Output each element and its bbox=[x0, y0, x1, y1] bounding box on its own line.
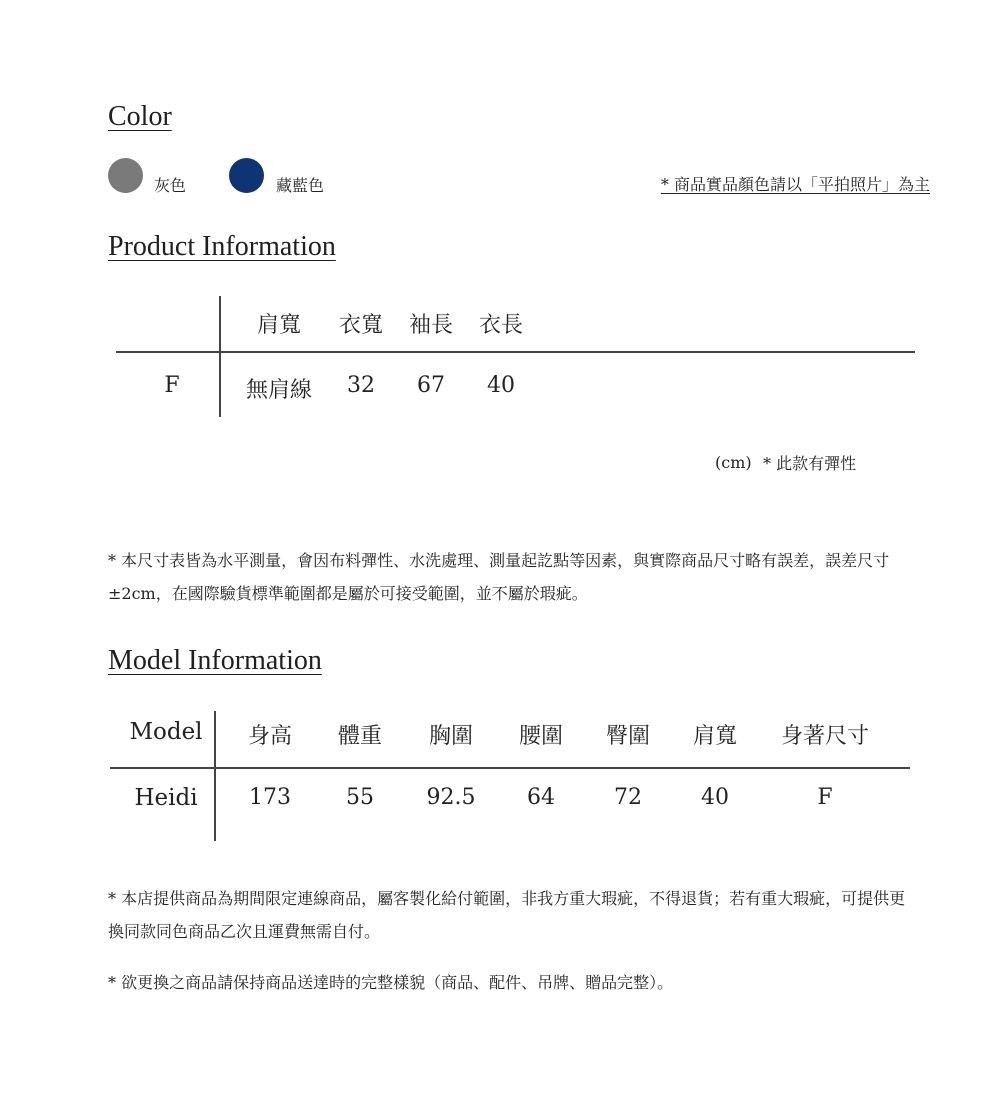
model-table-vline bbox=[214, 711, 216, 841]
color-note: * 商品實品顏色請以「平拍照片」為主 bbox=[660, 175, 930, 194]
product-cell-sleeve: 67 bbox=[417, 373, 445, 398]
product-header-shoulder: 肩寬 bbox=[256, 313, 302, 338]
product-cell-width: 32 bbox=[347, 373, 375, 398]
return-policy-note: * 本店提供商品為期間限定連線商品，屬客製化給付範圍，非我方重大瑕疵，不得退貨；若有重大瑕疵，可提供更換同款同色商品乙次且運費無需自付。 bbox=[108, 889, 906, 941]
navy-swatch[interactable] bbox=[229, 158, 264, 193]
size-disclaimer: * 本尺寸表皆為水平測量，會因布料彈性、水洗處理、測量起訖點等因素，與實際商品尺寸略有誤差，誤差尺寸±2cm，在國際驗貨標準範圍都是屬於可接受範圍，並不屬於瑕疵。 bbox=[108, 551, 890, 603]
model-cell-hip: 72 bbox=[614, 785, 642, 810]
model-header-label: Model bbox=[129, 719, 203, 745]
product-table-vline bbox=[219, 296, 221, 417]
product-row-size: F bbox=[164, 373, 180, 398]
gray-swatch-label: 灰色 bbox=[154, 176, 187, 195]
model-cell-height: 173 bbox=[249, 785, 291, 810]
model-header-bust: 胸圍 bbox=[428, 724, 474, 749]
unit-label: (cm) bbox=[715, 453, 752, 472]
model-cell-size-worn: F bbox=[817, 785, 833, 810]
model-header-shoulder: 肩寬 bbox=[692, 724, 738, 749]
model-header-size-worn: 身著尺寸 bbox=[780, 724, 870, 749]
model-info-heading: Model Information bbox=[108, 645, 322, 676]
product-header-sleeve: 袖長 bbox=[408, 313, 454, 338]
product-header-width: 衣寬 bbox=[338, 313, 384, 338]
product-header-length: 衣長 bbox=[478, 313, 524, 338]
exchange-condition-note: * 欲更換之商品請保持商品送達時的完整樣貌（商品、配件、吊牌、贈品完整）。 bbox=[108, 973, 674, 992]
elastic-note: * 此款有彈性 bbox=[763, 454, 857, 473]
product-cell-shoulder: 無肩線 bbox=[245, 378, 313, 403]
product-info-heading: Product Information bbox=[108, 231, 336, 262]
model-header-hip: 臀圍 bbox=[605, 724, 651, 749]
color-heading: Color bbox=[108, 101, 172, 132]
model-cell-weight: 55 bbox=[346, 785, 374, 810]
gray-swatch[interactable] bbox=[108, 158, 143, 193]
navy-swatch-label: 藏藍色 bbox=[276, 176, 325, 195]
model-header-weight: 體重 bbox=[337, 724, 383, 749]
model-cell-waist: 64 bbox=[527, 785, 555, 810]
model-cell-shoulder: 40 bbox=[701, 785, 729, 810]
product-cell-length: 40 bbox=[487, 373, 515, 398]
model-header-height: 身高 bbox=[247, 724, 293, 749]
model-name: Heidi bbox=[134, 785, 198, 811]
product-table-hline bbox=[116, 351, 915, 353]
model-table-hline bbox=[110, 767, 910, 769]
model-header-waist: 腰圍 bbox=[518, 724, 564, 749]
model-cell-bust: 92.5 bbox=[426, 785, 476, 810]
